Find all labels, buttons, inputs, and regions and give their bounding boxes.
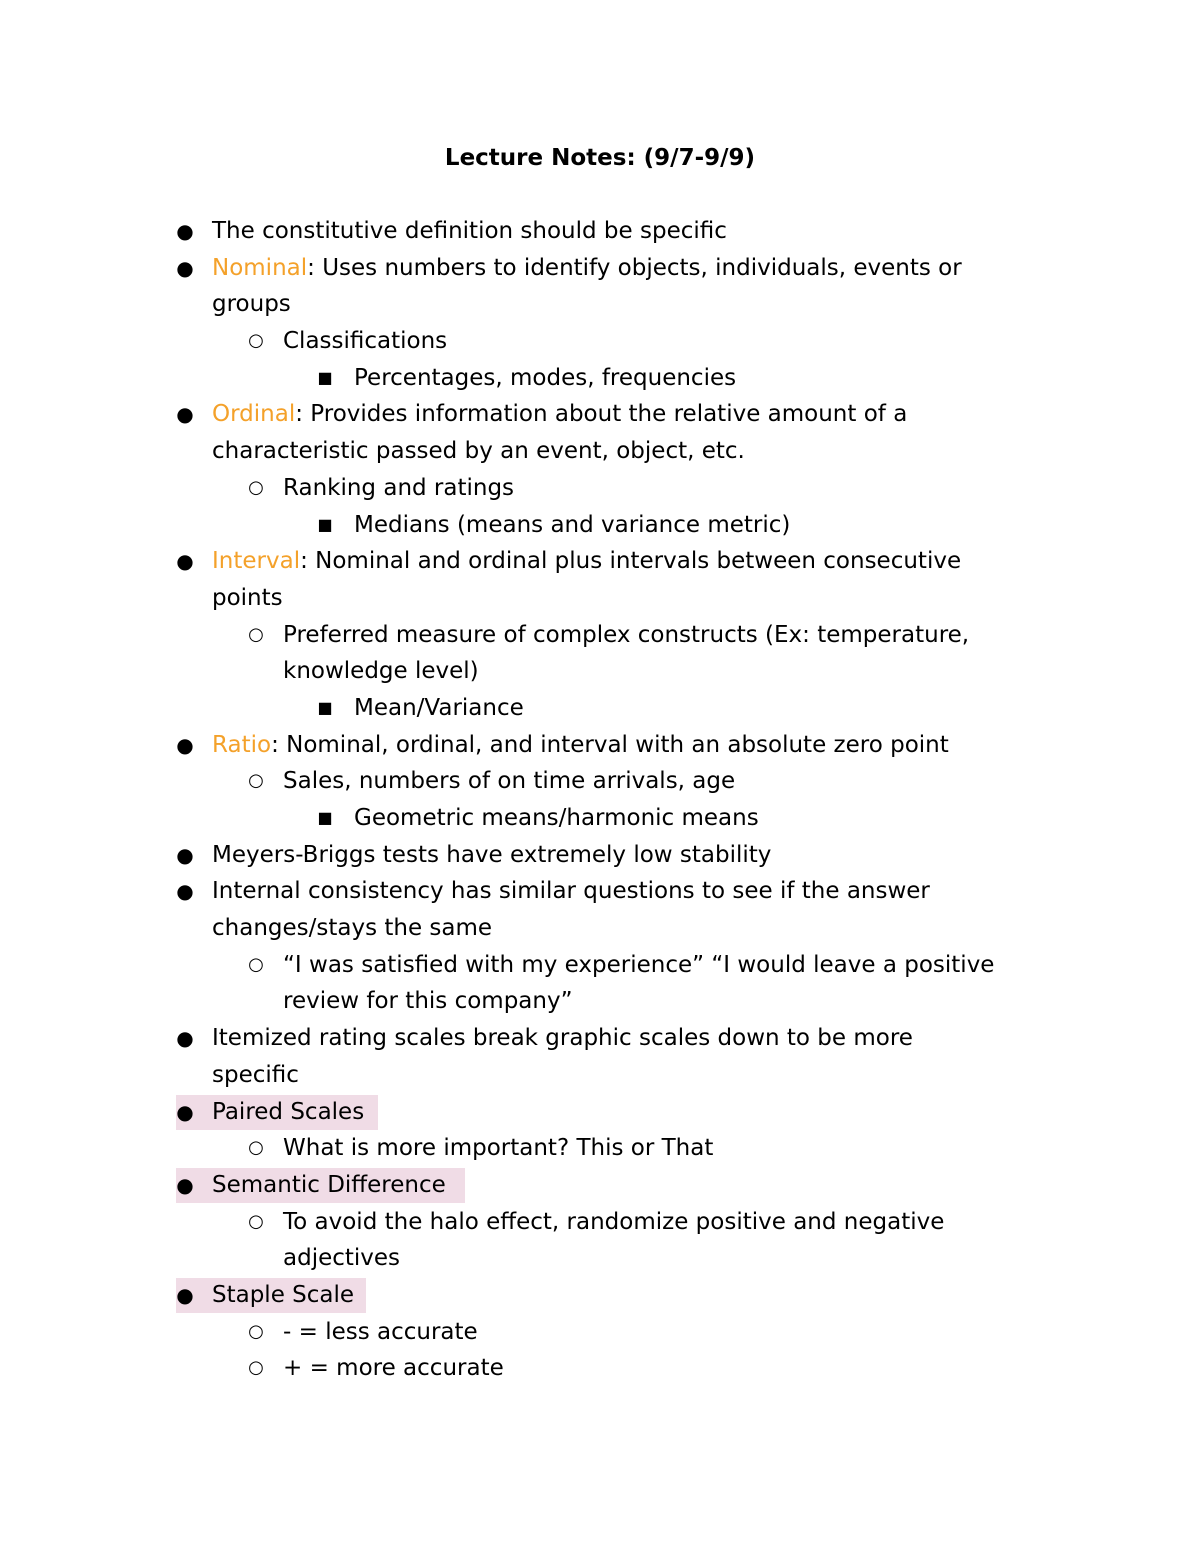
list-item-text: The constitutive definition should be specific [212, 218, 727, 244]
square-bullet-icon: ■ [317, 514, 333, 534]
sub-item: ○ Ranking and ratings [0, 470, 1200, 507]
sub-item: ○ “I was satisfied with my experience” “I would leave a positive [0, 947, 1200, 984]
list-item-highlighted: ● Semantic Difference [0, 1167, 1200, 1204]
list-item-text: Ratio: Nominal, ordinal, and interval with an absolute zero point [212, 731, 949, 758]
term-label: Ordinal [212, 401, 296, 428]
bullet-icon: ● [176, 842, 194, 867]
bullet-icon: ● [176, 1026, 194, 1051]
circle-bullet-icon: ○ [248, 1357, 264, 1379]
list-item-continuation: specific [212, 1061, 299, 1088]
sub-item-continuation: adjectives [283, 1245, 401, 1272]
bullet-icon: ● [176, 732, 194, 757]
square-bullet-icon: ■ [317, 808, 333, 827]
sub-item: ○ + = more accurate [0, 1350, 1200, 1387]
list-item-highlighted: ● Paired Scales [0, 1094, 1200, 1131]
list-item-continuation: changes/stays the same [212, 915, 493, 942]
list-item-continuation: groups [212, 291, 291, 318]
sub-item-continuation: review for this company” [283, 988, 573, 1015]
bullet-icon: ● [176, 219, 194, 243]
bullet-icon: ● [176, 402, 194, 427]
circle-bullet-icon: ○ [248, 476, 264, 498]
list-item [0, 250, 1200, 287]
sub-sub-item: ■ Percentages, modes, frequencies [0, 360, 1200, 397]
list-item [0, 727, 1200, 764]
sub-sub-item: ■ Mean/Variance [0, 690, 1200, 727]
page-title: Lecture Notes: (9/7-9/9) [444, 145, 756, 171]
list-item [0, 543, 1200, 580]
sub-item: ○ To avoid the halo effect, randomize positive and negative [0, 1204, 1200, 1241]
sub-sub-item: ■ Geometric means/harmonic means [0, 800, 1200, 837]
list-item-continuation: characteristic passed by an event, object, etc. [212, 438, 745, 465]
square-bullet-icon: ■ [317, 367, 333, 387]
square-bullet-icon: ■ [317, 697, 333, 717]
sub-item-continuation: knowledge level) [283, 658, 479, 685]
circle-bullet-icon: ○ [248, 770, 264, 792]
list-item: ● Itemized rating scales break graphic scales down to be more [0, 1020, 1200, 1057]
list-item-text: Interval: Nominal and ordinal plus intervals between consecutive [212, 548, 962, 575]
list-item [0, 396, 1200, 433]
list-item-highlighted: ● Staple Scale [0, 1277, 1200, 1314]
list-item: ● Internal consistency has similar questions to see if the answer [0, 873, 1200, 910]
bullet-icon: ● [176, 1282, 194, 1307]
circle-bullet-icon: ○ [248, 1210, 264, 1232]
term-label: Interval [212, 548, 301, 575]
bullet-icon: ● [176, 549, 194, 574]
sub-item: ○ Classifications [0, 323, 1200, 360]
sub-item: ○ Preferred measure of complex constructs (Ex: temperature, [0, 617, 1200, 654]
list-item: ● Meyers-Briggs tests have extremely low stability [0, 837, 1200, 874]
circle-bullet-icon: ○ [248, 330, 264, 352]
bullet-icon: ● [176, 1099, 194, 1124]
sub-sub-item: ■ Medians (means and variance metric) [0, 507, 1200, 544]
sub-item: ○ What is more important? This or That [0, 1130, 1200, 1167]
circle-bullet-icon: ○ [248, 623, 264, 645]
list-item-text: Ordinal: Provides information about the relative amount of a [212, 401, 908, 428]
list-item-text: Nominal: Uses numbers to identify objects, individuals, events or [212, 254, 962, 281]
list-item [0, 213, 1200, 250]
term-label: Nominal [212, 254, 308, 281]
sub-item: ○ - = less accurate [0, 1314, 1200, 1351]
bullet-icon: ● [176, 1172, 194, 1197]
term-label: Ratio [212, 731, 272, 758]
circle-bullet-icon: ○ [248, 1137, 264, 1159]
notes-list [0, 213, 1200, 1387]
circle-bullet-icon: ○ [248, 1320, 264, 1342]
bullet-icon: ● [176, 255, 194, 280]
sub-item: ○ Sales, numbers of on time arrivals, age [0, 763, 1200, 800]
list-item-continuation: points [212, 584, 283, 611]
bullet-icon: ● [176, 879, 194, 904]
circle-bullet-icon: ○ [248, 953, 264, 975]
